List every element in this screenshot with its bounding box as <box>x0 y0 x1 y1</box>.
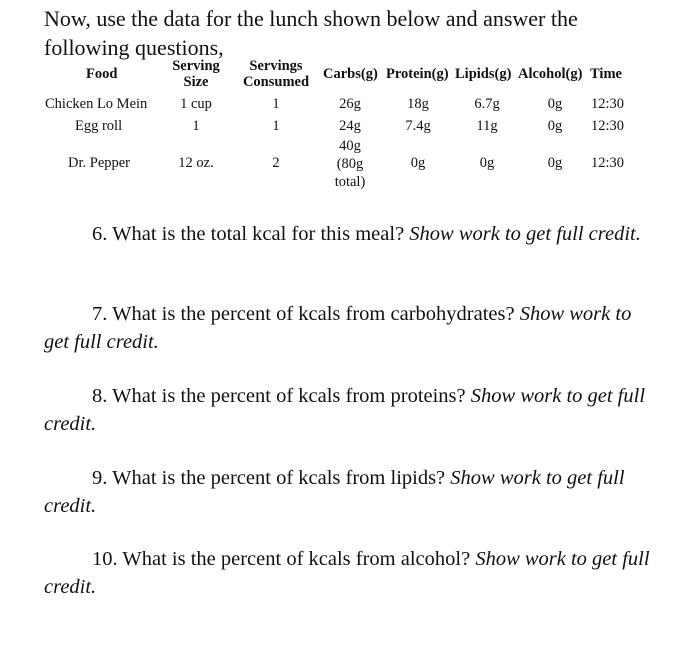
row3-time: 12:30 <box>591 155 625 171</box>
row3-alcohol: 0g <box>547 155 563 171</box>
row3-serving-size: 12 oz. <box>178 155 214 171</box>
question-10: 10. What is the percent of kcals from alcohol? Show work to get full credit. <box>44 548 650 598</box>
question-6: 6. What is the total kcal for this meal? Show work to get full credit. <box>92 223 641 245</box>
row3-carbs: 40g (80g total) <box>334 138 366 190</box>
row2-lipids: 11g <box>476 118 498 134</box>
row1-food: Chicken Lo Mein <box>45 96 148 112</box>
row1-time: 12:30 <box>591 96 625 112</box>
row2-food: Egg roll <box>75 118 123 134</box>
row3-protein: 0g <box>410 155 426 171</box>
row2-time: 12:30 <box>591 118 625 134</box>
row1-protein: 18g <box>407 96 429 112</box>
header-alcohol: Alcohol(g) <box>518 66 583 82</box>
header-serving-size: Serving Size <box>172 58 220 90</box>
question-7: 7. What is the percent of kcals from carbohydrates? Show work to get full credit. <box>44 303 632 353</box>
row1-servings: 1 <box>272 96 280 112</box>
header-protein: Protein(g) <box>386 66 449 82</box>
row2-serving-size: 1 <box>192 118 200 134</box>
header-lipids: Lipids(g) <box>455 66 512 82</box>
header-carbs: Carbs(g) <box>323 66 378 82</box>
row2-servings: 1 <box>272 118 280 134</box>
header-servings-consumed: Servings Consumed <box>242 58 310 90</box>
row3-lipids: 0g <box>479 155 495 171</box>
row2-protein: 7.4g <box>405 118 431 134</box>
row2-carbs: 24g <box>339 118 361 134</box>
row3-food: Dr. Pepper <box>68 155 131 171</box>
question-8: 8. What is the percent of kcals from proteins? Show work to get full credit. <box>44 385 646 435</box>
row1-serving-size: 1 cup <box>180 96 212 112</box>
row1-lipids: 6.7g <box>474 96 500 112</box>
row1-carbs: 26g <box>339 96 361 112</box>
row2-alcohol: 0g <box>547 118 563 134</box>
header-time: Time <box>590 66 622 82</box>
row3-servings: 2 <box>272 155 280 171</box>
row1-alcohol: 0g <box>547 96 563 112</box>
intro-text: Now, use the data for the lunch shown below and answer the following questions, <box>44 6 578 60</box>
header-food: Food <box>86 66 118 82</box>
question-9: 9. What is the percent of kcals from lipids? Show work to get full credit. <box>44 467 625 517</box>
